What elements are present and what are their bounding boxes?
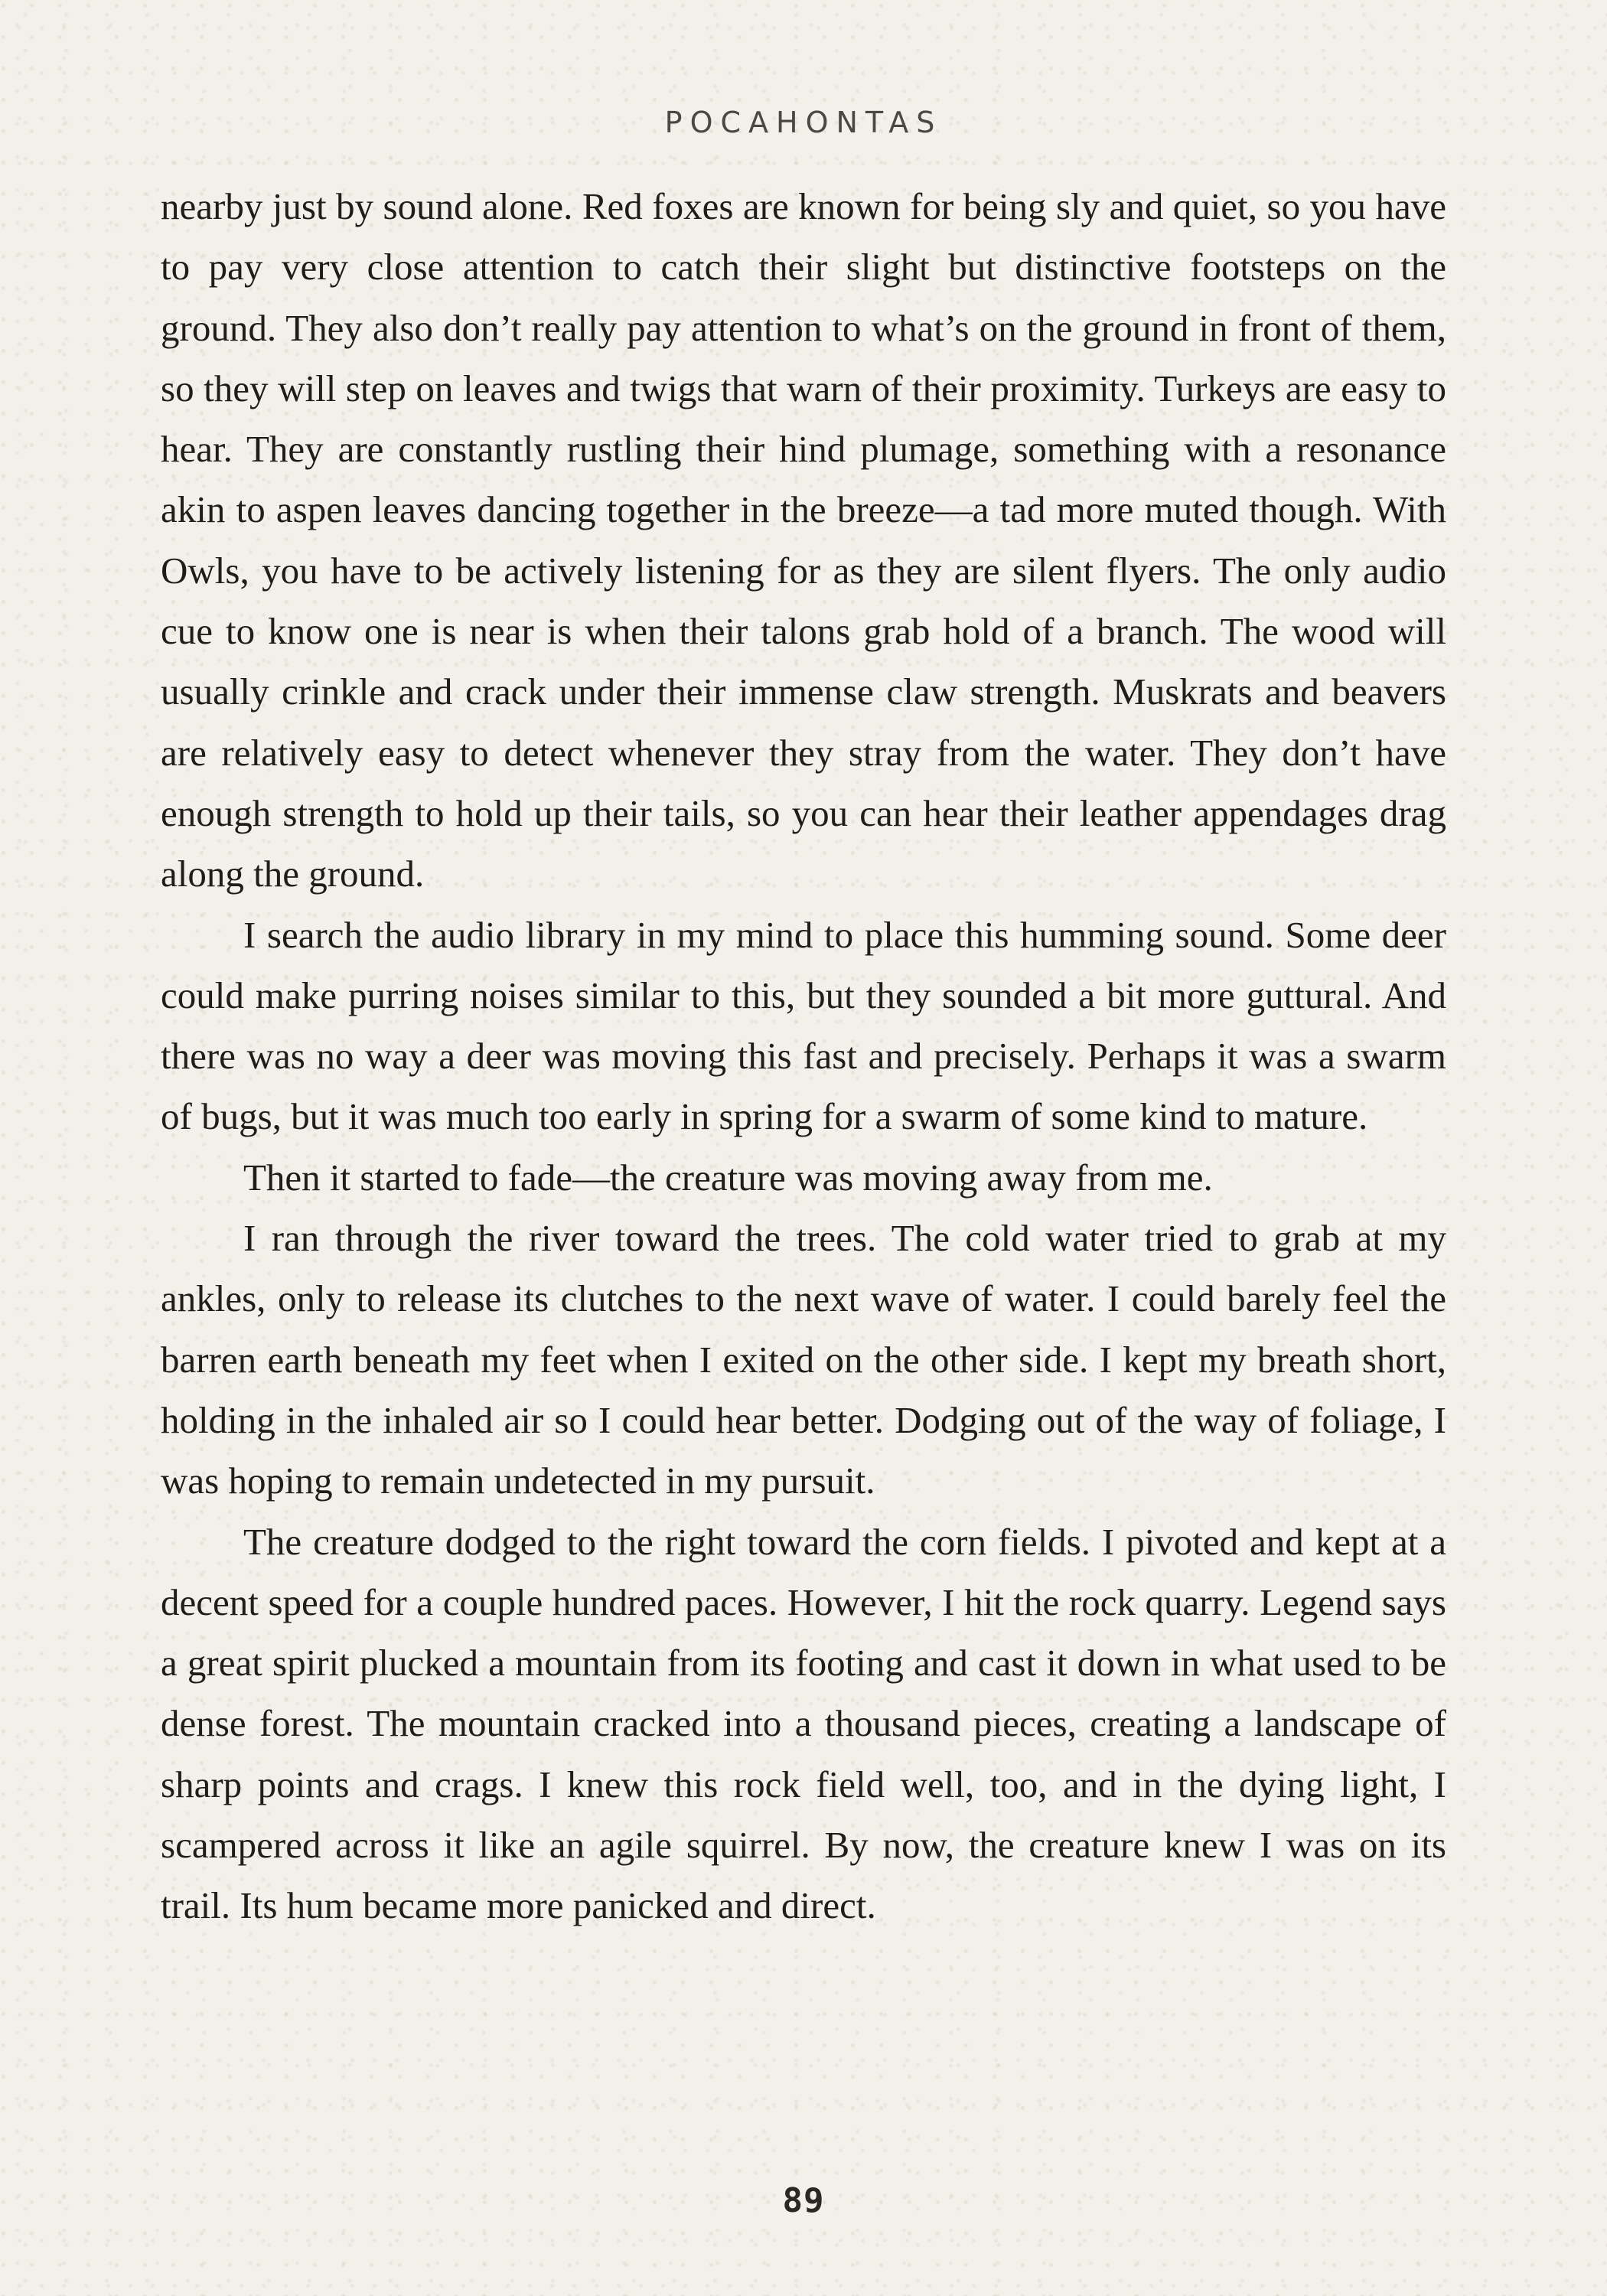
running-head: POCAHONTAS xyxy=(664,106,943,139)
body-text xyxy=(161,176,1446,1936)
page-number: 89 xyxy=(782,2181,825,2220)
paragraph-2: I search the audio library in my mind to place this humming sound. Some deer could make purring noises similar to this, but they sounded a bit more guttural. And there was no way a deer was moving this fast and precisely. Perhaps it was a swarm of bugs, but it was much too early in spring for a swarm of some kind to mature. xyxy=(161,913,1446,1138)
paragraph-1: nearby just by sound alone. Red foxes are known for being sly and quiet, so you have to pay very close attention to catch their slight but distinctive footsteps on the ground. They also don’t really pay attention to what’s on the ground in front of them, so they will step on leaves and twigs that warn of their proximity. Turkeys are easy to hear. They are constantly rustling their hind plumage, something with a resonance akin to aspen leaves dancing together in the breeze—a tad more muted though. With Owls, you have to be actively listening for as they are silent flyers. The only audio cue to know one is near is when their talons grab hold of a branch. The wood will usually crinkle and crack under their immense claw strength. Muskrats and beavers are relatively easy to detect whenever they stray from the water. They don’t have enough strength to hold up their tails, so you can hear their leather appendages drag along the ground. xyxy=(161,185,1446,895)
paragraph-4: I ran through the river toward the trees. The cold water tried to grab at my ankles, only to release its clutches to the next wave of water. I could barely feel the barren earth beneath my feet when I exited on the other side. I kept my breath short, holding in the inhaled air so I could hear better. Dodging out of the way of foliage, I was hoping to remain undetected in my pursuit. xyxy=(161,1217,1446,1502)
paragraph-5: The creature dodged to the right toward the corn fields. I pivoted and kept at a decent speed for a couple hundred paces. However, I hit the rock quarry. Legend says a great spirit plucked a mountain from its footing and cast it down in what used to be dense forest. The mountain cracked into a thousand pieces, creating a landscape of sharp points and crags. I knew this rock field well, too, and in the dying light, I scampered across it like an agile squirrel. By now, the creature knew I was on its trail. Its hum became more panicked and direct. xyxy=(161,1520,1446,1927)
paragraph-3: Then it started to fade—the creature was moving away from me. xyxy=(243,1156,1213,1199)
